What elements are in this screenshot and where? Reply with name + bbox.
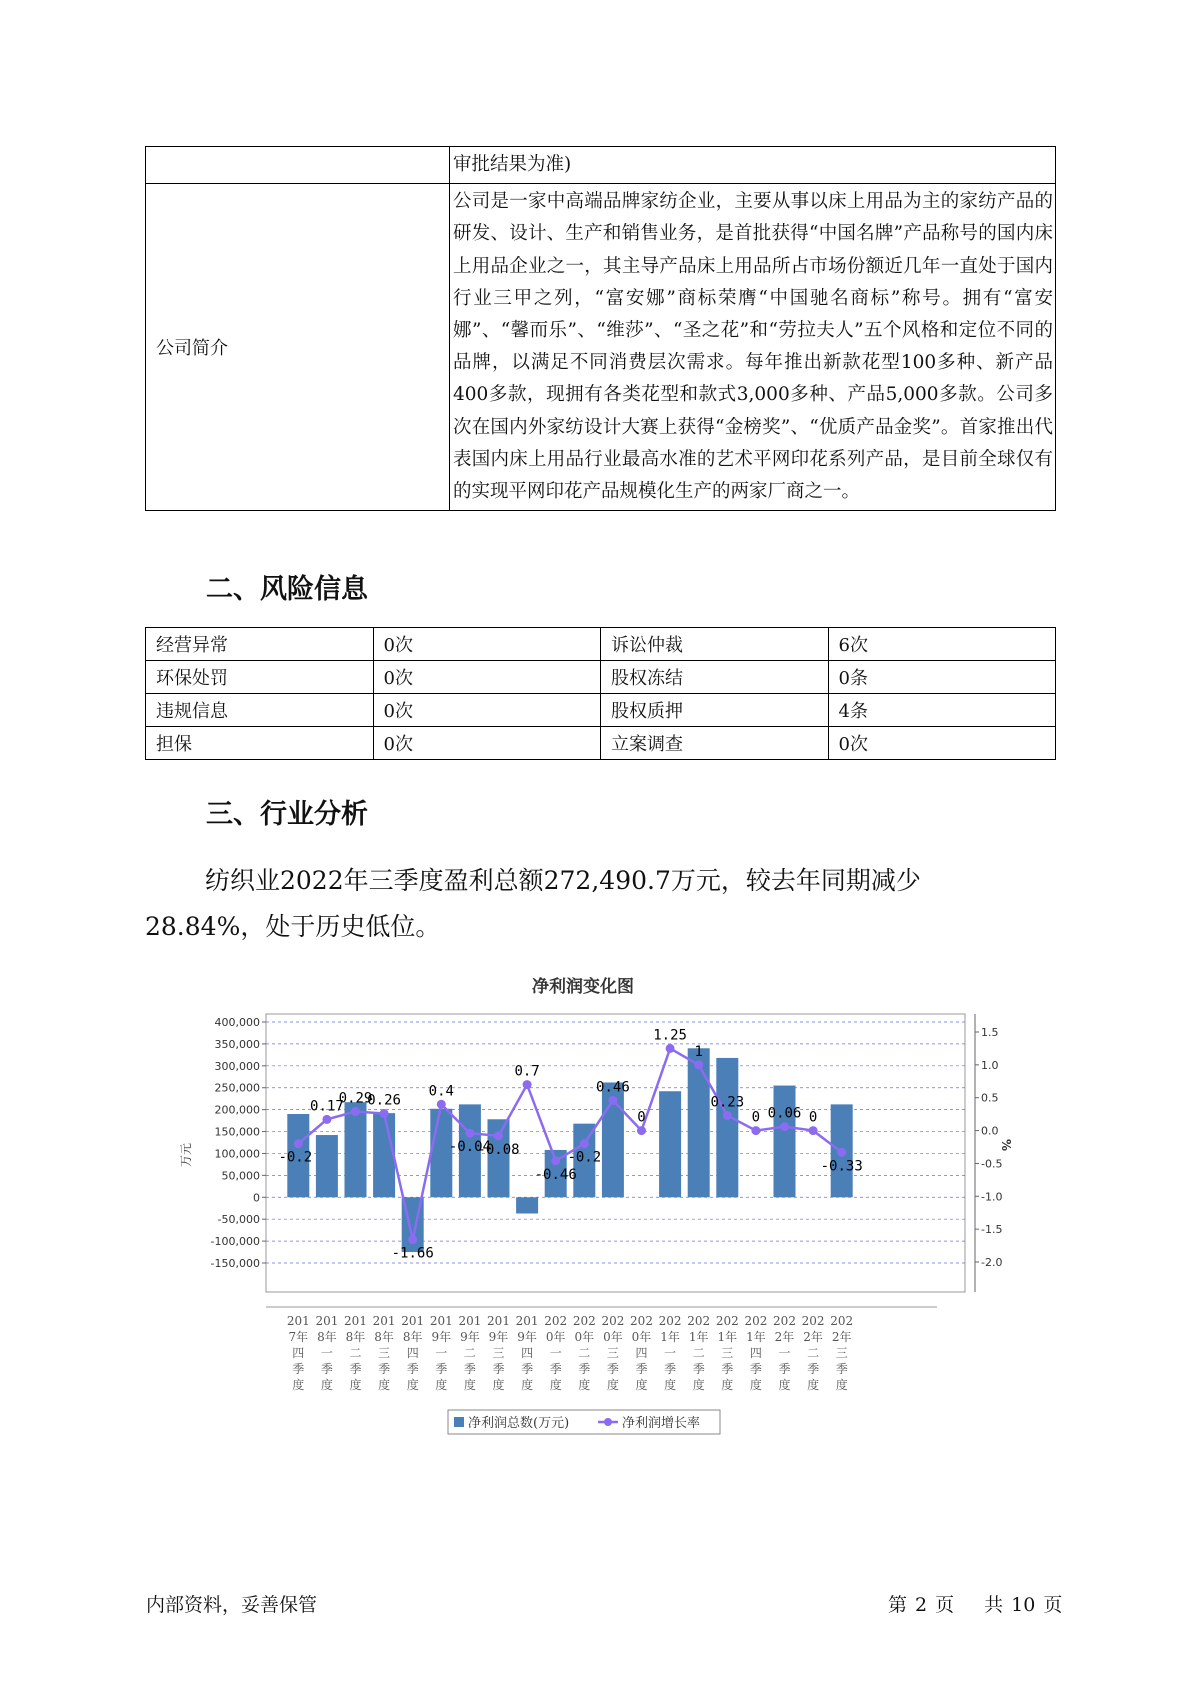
risk-cell: 0次 xyxy=(373,694,601,727)
growth-data-label: 0.4 xyxy=(428,1083,454,1100)
growth-data-label: 0 xyxy=(751,1109,761,1126)
x-tick-label: 201 xyxy=(401,1314,425,1328)
x-tick-label: 202 xyxy=(715,1314,739,1328)
x-tick-label: 0年 xyxy=(545,1330,566,1344)
x-tick-label: 0年 xyxy=(574,1330,595,1344)
growth-data-label: -0.2 xyxy=(567,1149,602,1166)
y-tick-label: 250,000 xyxy=(214,1081,260,1095)
x-tick-label: 202 xyxy=(744,1314,768,1328)
x-tick-label: 度 xyxy=(378,1378,391,1392)
x-tick-label: 201 xyxy=(487,1314,510,1328)
x-tick-label: 0年 xyxy=(631,1330,652,1344)
growth-data-label: 0.29 xyxy=(338,1090,373,1107)
x-tick-label: 季 xyxy=(349,1362,362,1376)
y2-tick-label: -2.0 xyxy=(981,1256,1003,1269)
bar xyxy=(774,1086,796,1198)
company-table-row1-label xyxy=(146,147,450,184)
x-tick-label: 1年 xyxy=(660,1330,680,1344)
x-tick-label: 三 xyxy=(835,1346,848,1360)
x-tick-label: 一 xyxy=(320,1346,333,1360)
x-tick-label: 四 xyxy=(749,1346,762,1360)
growth-point xyxy=(494,1131,503,1140)
x-tick-label: 季 xyxy=(292,1362,305,1376)
x-tick-label: 度 xyxy=(721,1378,734,1392)
risk-cell: 经营异常 xyxy=(146,628,374,661)
x-tick-label: 四 xyxy=(635,1346,648,1360)
growth-point xyxy=(751,1126,760,1135)
growth-data-label: -0.2 xyxy=(278,1149,313,1166)
growth-data-label: 0.46 xyxy=(596,1079,630,1096)
x-tick-label: 四 xyxy=(292,1346,305,1360)
x-tick-label: 202 xyxy=(687,1314,711,1328)
x-tick-label: 三 xyxy=(721,1346,734,1360)
risk-cell: 0条 xyxy=(828,661,1056,694)
growth-point xyxy=(666,1044,675,1053)
net-profit-chart xyxy=(170,970,1013,1450)
x-tick-label: 8年 xyxy=(402,1330,423,1344)
x-tick-label: 度 xyxy=(349,1378,362,1392)
company-table-row1-text: 审批结果为准) xyxy=(450,147,1056,184)
growth-data-label: 0.23 xyxy=(710,1094,745,1111)
growth-point xyxy=(465,1129,474,1138)
risk-cell: 0次 xyxy=(373,661,601,694)
risk-cell: 诉讼仲裁 xyxy=(601,628,829,661)
x-tick-label: 二 xyxy=(578,1346,591,1360)
table-row xyxy=(146,184,1056,511)
x-tick-label: 季 xyxy=(721,1362,734,1376)
x-tick-label: 度 xyxy=(292,1378,305,1392)
x-tick-label: 度 xyxy=(606,1378,619,1392)
x-tick-label: 一 xyxy=(778,1346,791,1360)
x-tick-label: 202 xyxy=(801,1314,825,1328)
x-tick-label: 度 xyxy=(463,1378,476,1392)
x-tick-label: 二 xyxy=(807,1346,820,1360)
table-row xyxy=(146,727,1056,760)
x-tick-label: 8年 xyxy=(317,1330,337,1344)
legend-bar-swatch xyxy=(454,1417,464,1427)
growth-data-label: 1.25 xyxy=(653,1027,687,1044)
x-tick-label: 度 xyxy=(521,1378,534,1392)
table-row xyxy=(146,628,1056,661)
y-tick-label: -50,000 xyxy=(217,1213,260,1227)
risk-cell: 环保处罚 xyxy=(146,661,374,694)
company-info-table xyxy=(145,146,1056,511)
x-tick-label: 8年 xyxy=(345,1330,366,1344)
y-tick-label: -150,000 xyxy=(210,1257,260,1270)
x-tick-label: 201 xyxy=(458,1314,482,1328)
growth-point xyxy=(837,1148,846,1157)
x-tick-label: 季 xyxy=(463,1362,476,1376)
x-tick-label: 度 xyxy=(578,1378,591,1392)
y-tick-label: 350,000 xyxy=(214,1037,260,1051)
page-mid: 页 xyxy=(935,1594,955,1616)
growth-data-label: -0.04 xyxy=(448,1139,491,1156)
company-profile-label: 公司简介 xyxy=(146,184,450,511)
x-tick-label: 9年 xyxy=(488,1330,509,1344)
x-tick-label: 201 xyxy=(429,1314,453,1328)
x-tick-label: 季 xyxy=(606,1362,619,1376)
y2-tick-label: -0.5 xyxy=(981,1157,1003,1171)
y2-tick-label: 1.5 xyxy=(981,1026,999,1039)
x-tick-label: 0年 xyxy=(603,1330,623,1344)
x-tick-label: 三 xyxy=(606,1346,619,1360)
x-tick-label: 季 xyxy=(492,1362,505,1376)
growth-data-label: -0.33 xyxy=(820,1158,863,1175)
growth-point xyxy=(408,1235,417,1244)
x-tick-label: 季 xyxy=(320,1362,333,1376)
x-tick-label: 度 xyxy=(549,1378,562,1392)
x-tick-label: 201 xyxy=(286,1314,310,1328)
x-tick-label: 二 xyxy=(463,1346,476,1360)
x-tick-label: 季 xyxy=(406,1362,419,1376)
y-tick-label: 0 xyxy=(253,1191,260,1205)
growth-point xyxy=(580,1139,589,1148)
growth-point xyxy=(380,1109,389,1118)
x-tick-label: 一 xyxy=(664,1346,677,1360)
x-tick-label: 季 xyxy=(435,1362,448,1376)
x-tick-label: 季 xyxy=(378,1362,391,1376)
table-row xyxy=(146,661,1056,694)
risk-cell: 违规信息 xyxy=(146,694,374,727)
company-profile-text xyxy=(450,184,1056,511)
x-tick-label: 度 xyxy=(835,1378,848,1392)
x-tick-label: 7年 xyxy=(288,1330,309,1344)
y-tick-label: 50,000 xyxy=(221,1169,260,1183)
footer-confidential-note: 内部资料，妥善保管 xyxy=(146,1594,318,1616)
risk-info-table xyxy=(145,627,1056,760)
x-tick-label: 四 xyxy=(521,1346,534,1360)
x-tick-label: 季 xyxy=(635,1362,648,1376)
growth-data-label: 0.26 xyxy=(367,1092,401,1109)
x-tick-label: 四 xyxy=(406,1346,419,1360)
x-tick-label: 季 xyxy=(692,1362,705,1376)
growth-point xyxy=(608,1096,617,1105)
growth-data-label: 0 xyxy=(637,1109,646,1126)
legend-bar-label: 净利润总数(万元) xyxy=(468,1416,570,1431)
growth-point xyxy=(694,1060,703,1069)
x-tick-label: 度 xyxy=(320,1378,333,1392)
x-tick-label: 202 xyxy=(544,1314,568,1328)
bar xyxy=(316,1135,338,1197)
x-tick-label: 季 xyxy=(549,1362,562,1376)
growth-point xyxy=(809,1126,818,1135)
y-tick-label: 400,000 xyxy=(214,1016,260,1029)
growth-point xyxy=(351,1107,360,1116)
growth-data-label: 0 xyxy=(808,1109,818,1126)
x-tick-label: 8年 xyxy=(374,1330,394,1344)
x-tick-label: 季 xyxy=(578,1362,591,1376)
section-heading-industry: 三、行业分析 xyxy=(206,799,368,830)
x-tick-label: 三 xyxy=(492,1346,505,1360)
legend-line-marker xyxy=(604,1418,612,1426)
chart-title: 净利润变化图 xyxy=(532,977,634,997)
x-tick-label: 季 xyxy=(835,1362,848,1376)
risk-cell: 股权质押 xyxy=(601,694,829,727)
y-tick-label: 200,000 xyxy=(214,1103,260,1117)
growth-point xyxy=(322,1115,331,1124)
growth-data-label: 0.7 xyxy=(514,1063,540,1080)
x-tick-label: 202 xyxy=(830,1314,854,1328)
x-tick-label: 季 xyxy=(664,1362,677,1376)
growth-data-label: -0.08 xyxy=(477,1141,520,1158)
y-tick-label: 300,000 xyxy=(214,1059,260,1073)
bar xyxy=(373,1113,395,1197)
x-tick-label: 201 xyxy=(515,1314,539,1328)
y2-tick-label: -1.5 xyxy=(981,1223,1003,1237)
x-tick-label: 季 xyxy=(807,1362,820,1376)
y2-tick-label: 0.0 xyxy=(981,1124,999,1138)
x-tick-label: 202 xyxy=(572,1314,596,1328)
risk-cell: 0次 xyxy=(373,727,601,760)
x-tick-label: 2年 xyxy=(831,1330,852,1344)
section-heading-risk: 二、风险信息 xyxy=(206,574,368,605)
risk-cell: 0次 xyxy=(828,727,1056,760)
x-tick-label: 度 xyxy=(635,1378,648,1392)
risk-cell: 6次 xyxy=(828,628,1056,661)
x-tick-label: 度 xyxy=(664,1378,677,1392)
x-tick-label: 一 xyxy=(435,1346,448,1360)
x-tick-label: 1年 xyxy=(717,1330,738,1344)
risk-cell: 股权冻结 xyxy=(601,661,829,694)
y2-axis-title: % xyxy=(999,1138,1013,1152)
x-tick-label: 201 xyxy=(315,1314,339,1328)
bar xyxy=(488,1119,510,1197)
bar xyxy=(688,1048,710,1197)
x-tick-label: 2年 xyxy=(774,1330,795,1344)
x-tick-label: 二 xyxy=(692,1346,705,1360)
x-tick-label: 三 xyxy=(378,1346,391,1360)
risk-cell: 4条 xyxy=(828,694,1056,727)
growth-data-label: -0.46 xyxy=(534,1166,577,1183)
x-tick-label: 度 xyxy=(749,1378,762,1392)
y2-tick-label: 0.5 xyxy=(981,1091,999,1105)
company-profile-paragraph: 公司是一家中高端品牌家纺企业，主要从事以床上用品为主的家纺产品的研发、设计、生产和销售业务，是首批获得“中国名牌”产品称号的国内床上用品企业之一，其主导产品床上用品所占市场份额近几年一直处于国内行业三甲之列，“富安娜”商标荣膺“中国驰名商标”称号。拥有“富安娜”、“馨而乐”、“维莎”、“圣之花”和“劳拉夫人”五个风格和定位不同的品牌，以满足不同消费层次需求。每年推出新款花型100多种、新产品400多款，现拥有各类花型和款式3,000多种、产品5,000多款。公司多次在国内外家纺设计大赛上获得“金榜奖”、“优质产品金奖”。首家推出代表国内床上用品行业最高水准的艺术平网印花系列产品，是目前全球仅有的实现平网印花产品规模化生产的两家厂商之一。 xyxy=(453,191,1053,503)
growth-point xyxy=(294,1139,303,1148)
legend-line-label: 净利润增长率 xyxy=(622,1416,701,1431)
growth-data-label: 1 xyxy=(694,1043,703,1060)
x-tick-label: 一 xyxy=(549,1346,562,1360)
total-num: 10 xyxy=(1011,1594,1036,1616)
x-tick-label: 202 xyxy=(601,1314,625,1328)
x-tick-label: 季 xyxy=(521,1362,534,1376)
table-row xyxy=(146,694,1056,727)
x-tick-label: 季 xyxy=(749,1362,762,1376)
growth-data-label: 0.06 xyxy=(767,1105,802,1122)
growth-point xyxy=(780,1122,789,1131)
growth-point xyxy=(437,1100,446,1109)
growth-data-label: -1.66 xyxy=(391,1245,434,1262)
x-tick-label: 9年 xyxy=(517,1330,537,1344)
x-tick-label: 9年 xyxy=(431,1330,452,1344)
x-tick-label: 2年 xyxy=(803,1330,823,1344)
y-tick-label: 150,000 xyxy=(214,1125,260,1139)
page-prefix: 第 xyxy=(888,1594,908,1616)
y-axis-title: 万元 xyxy=(179,1142,193,1168)
table-row xyxy=(146,147,1056,184)
x-tick-label: 季 xyxy=(778,1362,791,1376)
x-tick-label: 1年 xyxy=(746,1330,766,1344)
bar xyxy=(345,1102,367,1197)
bar xyxy=(659,1091,681,1197)
growth-data-label: 0.17 xyxy=(310,1098,344,1115)
risk-cell: 0次 xyxy=(373,628,601,661)
x-tick-label: 201 xyxy=(344,1314,367,1328)
x-tick-label: 二 xyxy=(349,1346,362,1360)
x-tick-label: 9年 xyxy=(460,1330,480,1344)
x-tick-label: 202 xyxy=(773,1314,796,1328)
x-tick-label: 1年 xyxy=(688,1330,709,1344)
x-tick-label: 201 xyxy=(372,1314,396,1328)
x-tick-label: 度 xyxy=(435,1378,448,1392)
total-suffix: 页 xyxy=(1043,1594,1063,1616)
x-tick-label: 度 xyxy=(406,1378,419,1392)
industry-analysis-paragraph: 纺织业2022年三季度盈利总额272,490.7万元，较去年同期减少28.84%，处于历史低位。 xyxy=(145,866,921,941)
x-tick-label: 202 xyxy=(630,1314,653,1328)
x-tick-label: 度 xyxy=(778,1378,791,1392)
footer-page-number xyxy=(888,1590,1070,1617)
x-tick-label: 度 xyxy=(692,1378,705,1392)
x-tick-label: 202 xyxy=(658,1314,682,1328)
risk-cell: 立案调查 xyxy=(601,727,829,760)
growth-point xyxy=(523,1080,532,1089)
y2-tick-label: -1.0 xyxy=(981,1190,1003,1204)
y2-tick-label: 1.0 xyxy=(981,1058,999,1072)
growth-point xyxy=(637,1126,646,1135)
page-num: 2 xyxy=(915,1594,928,1616)
risk-cell: 担保 xyxy=(146,727,374,760)
y-tick-label: 100,000 xyxy=(214,1147,260,1161)
bar xyxy=(716,1058,738,1197)
growth-point xyxy=(723,1111,732,1120)
total-prefix: 共 xyxy=(984,1594,1004,1616)
y-tick-label: -100,000 xyxy=(210,1235,260,1249)
x-tick-label: 度 xyxy=(492,1378,505,1392)
bar xyxy=(516,1197,538,1213)
x-tick-label: 度 xyxy=(807,1378,820,1392)
growth-point xyxy=(551,1156,560,1165)
